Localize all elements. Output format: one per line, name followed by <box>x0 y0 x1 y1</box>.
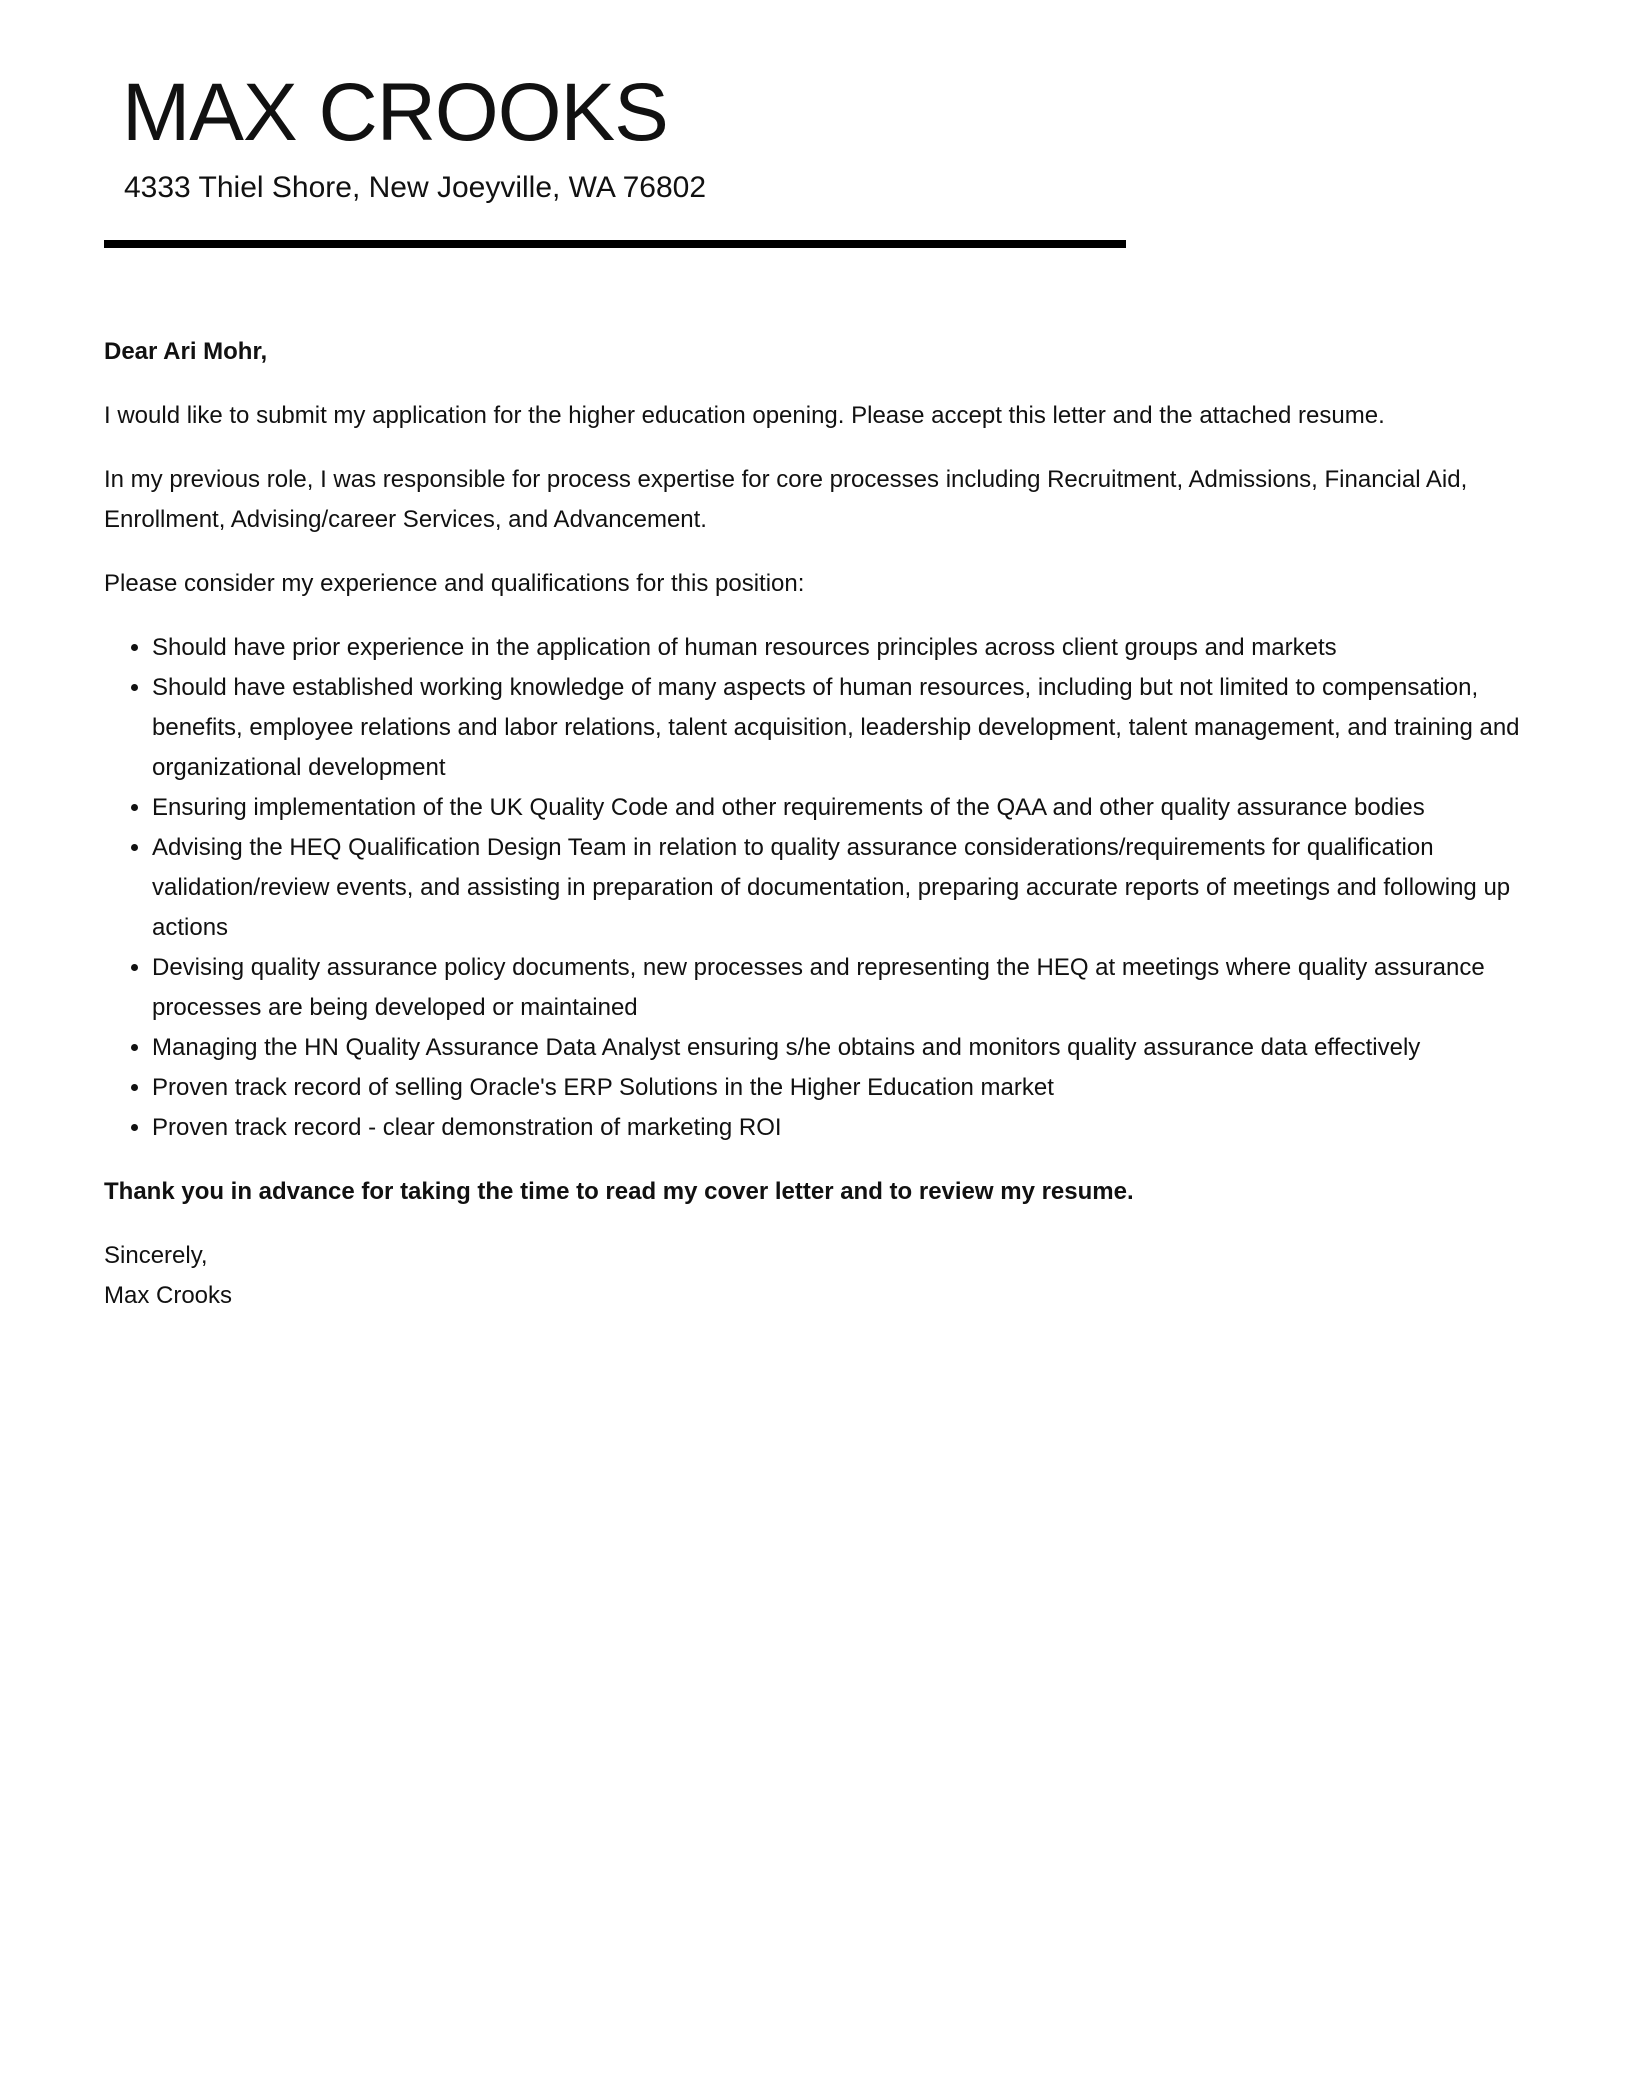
list-item: • Devising quality assurance policy documents, new processes and representing the HEQ at meetings where quality assurance processes are being developed or maintained <box>152 948 1524 1028</box>
list-item: • Proven track record - clear demonstration of marketing ROI <box>152 1108 1524 1148</box>
signature-block <box>104 1236 1524 1316</box>
applicant-address: 4333 Thiel Shore, New Joeyville, WA 76802 <box>124 171 706 204</box>
list-item: • Advising the HEQ Qualification Design Team in relation to quality assurance considerations/requirements for qualification validation/review events, and assisting in preparation of documentation, preparing accurate reports of meetings and following up actions <box>152 828 1524 948</box>
list-item: • Ensuring implementation of the UK Quality Code and other requirements of the QAA and other quality assurance bodies <box>152 788 1524 828</box>
salutation: Dear Ari Mohr, <box>104 338 268 365</box>
qualifications-list <box>104 628 1524 1148</box>
closing-note: Thank you in advance for taking the time to read my cover letter and to review my resume. <box>104 1178 1134 1205</box>
intro-paragraph: I would like to submit my application for the higher education opening. Please accept this letter and the attached resume. <box>104 402 1385 429</box>
experience-paragraph: In my previous role, I was responsible for process expertise for core processes including Recruitment, Admissions, Financial Aid, Enrollment, Advising/career Services, and Advancement. <box>104 466 1468 533</box>
list-item: • Should have established working knowledge of many aspects of human resources, including but not limited to compensation, benefits, employee relations and labor relations, talent acquisition, leadership development, talent management, and training and organizational development <box>152 668 1524 788</box>
signature-name: Max Crooks <box>104 1282 233 1309</box>
list-item: • Managing the HN Quality Assurance Data Analyst ensuring s/he obtains and monitors quality assurance data effectively <box>152 1028 1524 1068</box>
header-divider <box>104 240 1126 248</box>
qualifications-intro: Please consider my experience and qualifications for this position: <box>104 570 805 597</box>
applicant-name: MAX CROOKS <box>122 67 668 158</box>
list-item: • Should have prior experience in the application of human resources principles across client groups and markets <box>152 628 1524 668</box>
letter-body <box>104 332 1524 1316</box>
list-item: • Proven track record of selling Oracle's ERP Solutions in the Higher Education market <box>152 1068 1524 1108</box>
sign-off: Sincerely, <box>104 1242 208 1269</box>
